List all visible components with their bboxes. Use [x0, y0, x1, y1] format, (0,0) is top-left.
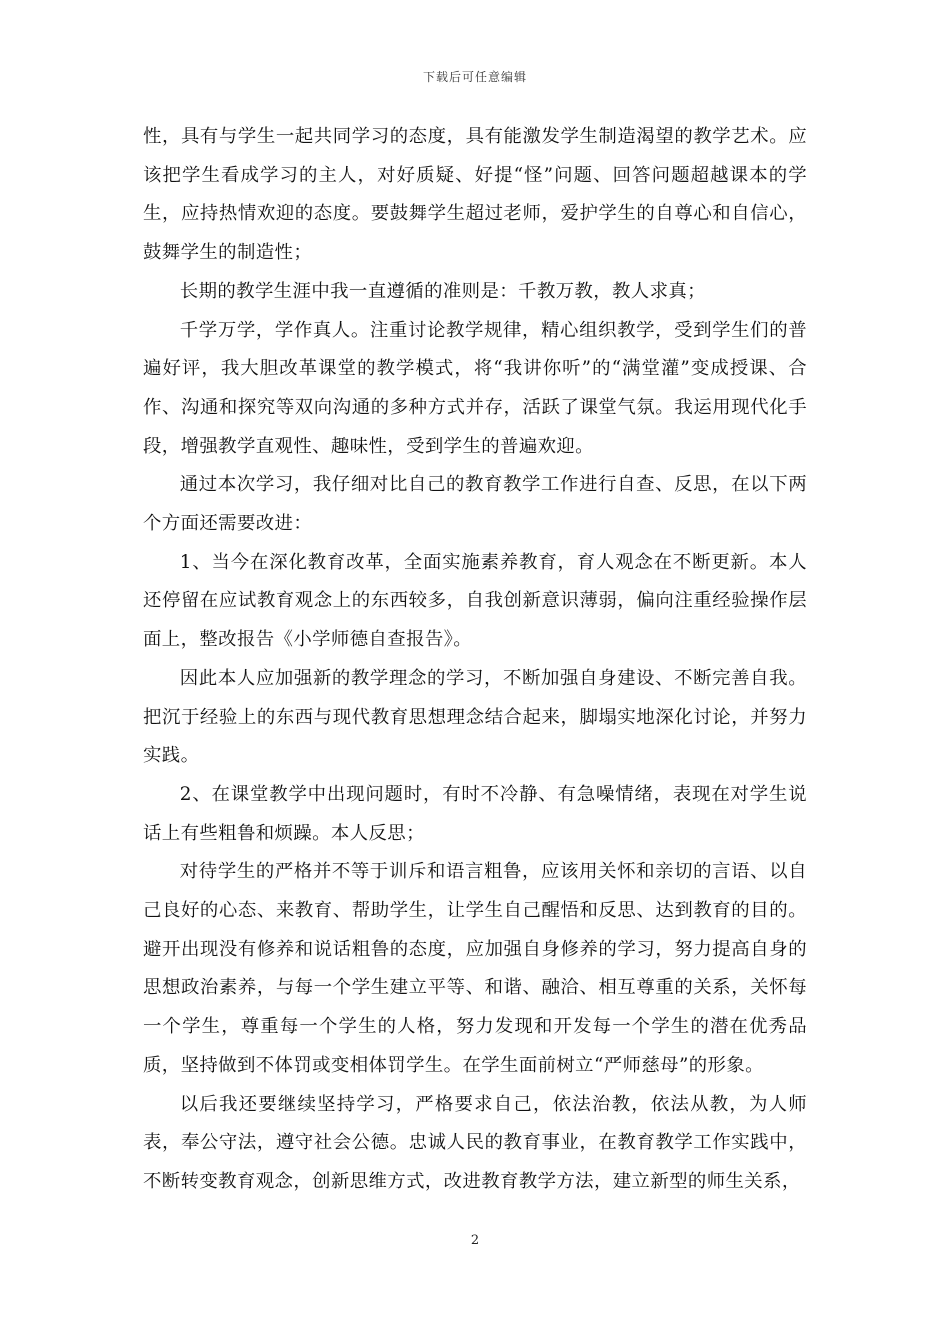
paragraph-point-2-action: 对待学生的严格并不等于训斥和语言粗鲁，应该用关怀和亲切的言语、以自己良好的心态、来教育、帮助学生，让学生自己醒悟和反思、达到教育的目的。避开出现没有修养和说话粗鲁的态度，应加强自身修养的学习，努力提高自身的思想政治素养，与每一个学生建立平等、和谐、融洽、相互尊重的关系，关怀每一个学生，尊重每一个学生的人格，努力发现和开发每一个学生的潜在优秀品质，坚持做到不体罚或变相体罚学生。在学生面前树立“严师慈母”的形象。	[143, 861, 807, 1076]
paragraph-point-1-action: 因此本人应加强新的教学理念的学习，不断加强自身建设、不断完善自我。把沉于经验上的东西与现代教育思想理念结合起来，脚塌实地深化讨论，并努力实践。	[143, 667, 807, 767]
paragraph-point-2: 2、在课堂教学中出现问题时，有时不冷静、有急噪情绪，表现在对学生说话上有些粗鲁和烦躁。本人反思；	[143, 783, 807, 844]
paragraph-teaching-reform: 千学万学，学作真人。注重讨论教学规律，精心组织教学，受到学生们的普遍好评，我大胆改革课堂的教学模式，将“我讲你听”的“满堂灌”变成授课、合作、沟通和探究等双向沟通的多种方式并存，活跃了课堂气氛。我运用现代化手段，增强教学直观性、趣味性，受到学生的普遍欢迎。	[143, 319, 807, 457]
paragraph-continuation: 性，具有与学生一起共同学习的态度，具有能激发学生制造渴望的教学艺术。应该把学生看成学习的主人，对好质疑、好提“怪”问题、回答问题超越课本的学生，应持热情欢迎的态度。要鼓舞学生超过老师，爱护学生的自尊心和自信心，鼓舞学生的制造性；	[143, 126, 807, 264]
paragraph-self-review: 通过本次学习，我仔细对比自己的教育教学工作进行自查、反思，在以下两个方面还需要改进：	[143, 474, 807, 535]
page-number: 2	[470, 1233, 480, 1248]
document-body	[143, 118, 807, 1202]
paragraph-point-1: 1、当今在深化教育改革，全面实施素养教育，育人观念在不断更新。本人还停留在应试教育观念上的东西较多，自我创新意识薄弱，偏向注重经验操作层面上，整改报告《小学师德自查报告》。	[143, 551, 807, 651]
paragraph-future-plan: 以后我还要继续坚持学习，严格要求自己，依法治教，依法从教，为人师表，奉公守法，遵守社会公德。忠诚人民的教育事业，在教育教学工作实践中，不断转变教育观念，创新思维方式，改进教育教学方法，建立新型的师生关系，	[143, 1093, 807, 1192]
page-header: 下载后可任意编辑	[422, 70, 527, 84]
paragraph-principle: 长期的教学生涯中我一直遵循的准则是：千教万教，教人求真；	[179, 280, 706, 302]
